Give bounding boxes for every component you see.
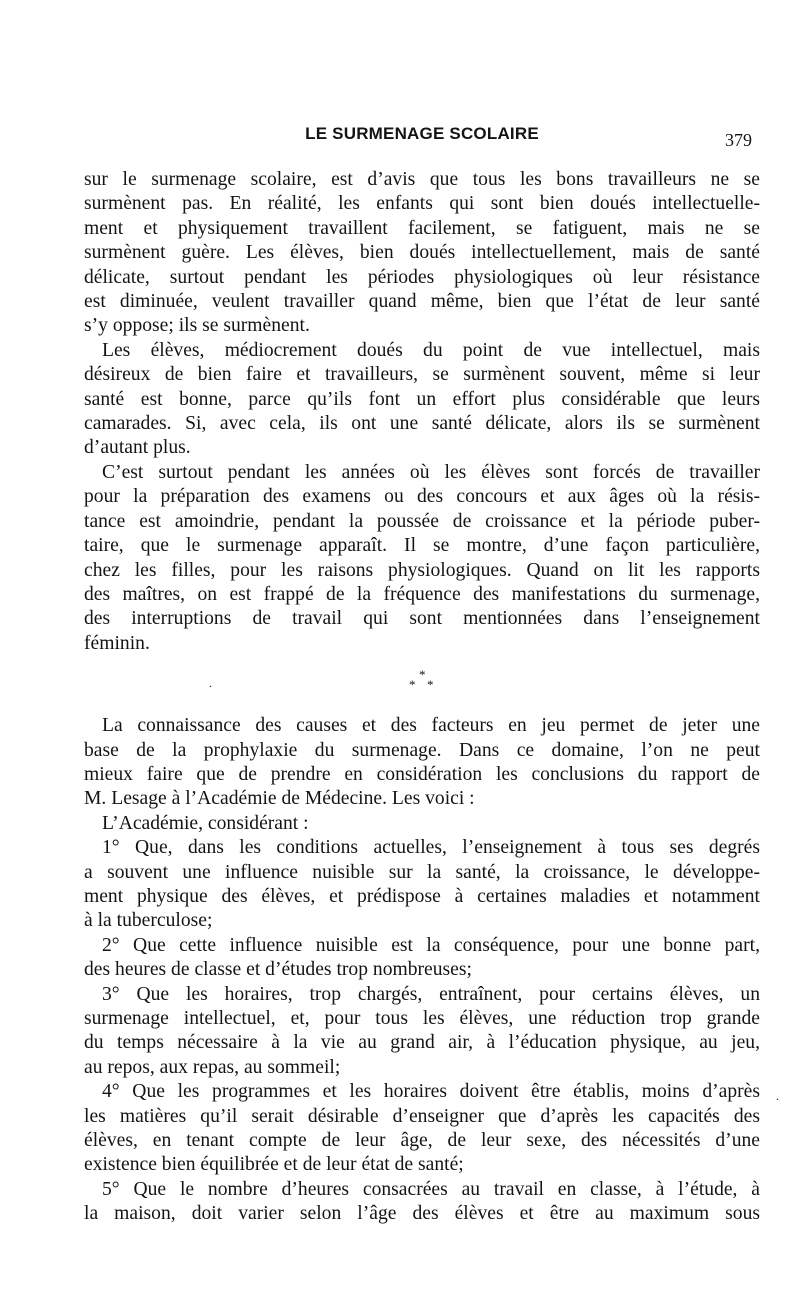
text-line: pour la préparation des examens ou des concours et aux âges où la résis- bbox=[84, 486, 760, 508]
text-line: chez les filles, pour les raisons physiologiques. Quand on lit les rapports bbox=[84, 559, 760, 581]
paragraph-10 bbox=[84, 1178, 760, 1227]
text-line: santé est bonne, parce qu’ils font un effort plus considérable que leurs bbox=[84, 388, 760, 410]
text-line: base de la prophylaxie du surmenage. Dans ce domaine, l’on ne peut bbox=[84, 739, 760, 761]
text-line: 2° Que cette influence nuisible est la conséquence, pour une bonne part, bbox=[102, 934, 760, 956]
stray-dot: . bbox=[209, 676, 212, 690]
text-line: 5° Que le nombre d’heures consacrées au travail en classe, à l’étude, à bbox=[102, 1178, 760, 1200]
text-line: taire, que le surmenage apparaît. Il se montre, d’une façon particulière, bbox=[84, 535, 760, 557]
text-line: 4° Que les programmes et les horaires doivent être établis, moins d’après bbox=[102, 1081, 760, 1103]
running-title: LE SURMENAGE SCOLAIRE bbox=[305, 124, 539, 143]
text-line: est diminuée, veulent travailler quand même, bien que l’état de leur santé bbox=[84, 291, 760, 313]
running-head bbox=[84, 124, 760, 152]
text-line: M. Lesage à l’Académie de Médecine. Les voici : bbox=[84, 788, 475, 810]
section-separator bbox=[84, 656, 760, 714]
text-line: existence bien équilibrée et de leur état de santé; bbox=[84, 1154, 464, 1176]
text-line: L’Académie, considérant : bbox=[102, 812, 309, 834]
body-text bbox=[84, 168, 760, 1227]
paragraph-7 bbox=[84, 934, 760, 983]
paragraph-5 bbox=[84, 812, 760, 836]
separator-star: * bbox=[419, 667, 426, 683]
text-line: les matières qu’il serait désirable d’enseigner que d’après les capacités des bbox=[84, 1105, 760, 1127]
text-line: des maîtres, on est frappé de la fréquence des manifestations du surmenage, bbox=[84, 583, 760, 605]
text-line: 3° Que les horaires, trop chargés, entraînent, pour certains élèves, un bbox=[102, 983, 760, 1005]
text-line: du temps nécessaire à la vie au grand air, à l’éducation physique, au jeu, bbox=[84, 1032, 760, 1054]
text-line: La connaissance des causes et des facteurs en jeu permet de jeter une bbox=[102, 715, 760, 737]
separator-star: * bbox=[427, 677, 434, 693]
text-line: la maison, doit varier selon l’âge des élèves et être au maximum sous bbox=[84, 1203, 760, 1225]
paragraph-1 bbox=[84, 168, 760, 339]
paragraph-8 bbox=[84, 983, 760, 1081]
paragraph-2 bbox=[84, 339, 760, 461]
text-line: surmènent guère. Les élèves, bien doués intellectuellement, mais de santé bbox=[84, 242, 760, 264]
text-line: ment et physiquement travaillent facilement, se fatiguent, mais ne se bbox=[84, 217, 760, 239]
separator-star: * bbox=[409, 677, 416, 693]
text-line: mieux faire que de prendre en considération les conclusions du rapport de bbox=[84, 763, 760, 785]
text-line: a souvent une influence nuisible sur la santé, la croissance, le développe- bbox=[84, 861, 760, 883]
text-line: 1° Que, dans les conditions actuelles, l’enseignement à tous ses degrés bbox=[102, 837, 760, 859]
text-line: des heures de classe et d’études trop nombreuses; bbox=[84, 959, 472, 981]
text-line: Les élèves, médiocrement doués du point de vue intellectuel, mais bbox=[102, 339, 760, 361]
text-line: féminin. bbox=[84, 632, 150, 654]
text-line: des interruptions de travail qui sont mentionnées dans l’enseignement bbox=[84, 608, 760, 630]
text-line: d’autant plus. bbox=[84, 437, 191, 459]
text-line: camarades. Si, avec cela, ils ont une santé délicate, alors ils se surmènent bbox=[84, 413, 760, 435]
text-line: ment physique des élèves, et prédispose à certaines maladies et notamment bbox=[84, 885, 760, 907]
text-line: à la tuberculose; bbox=[84, 910, 213, 932]
text-line: surmènent pas. En réalité, les enfants qui sont bien doués intellectuelle- bbox=[84, 193, 760, 215]
text-line: élèves, en tenant compte de leur âge, de leur sexe, des nécessités d’une bbox=[84, 1130, 760, 1152]
stray-dot: . bbox=[776, 1089, 779, 1103]
text-line: surmenage intellectuel, et, pour tous les élèves, une réduction trop grande bbox=[84, 1008, 760, 1029]
text-line: tance est amoindrie, pendant la poussée de croissance et la période puber- bbox=[84, 510, 760, 532]
text-line: sur le surmenage scolaire, est d’avis que tous les bons travailleurs ne se bbox=[84, 169, 760, 190]
text-line: délicate, surtout pendant les périodes physiologiques où leur résistance bbox=[84, 266, 760, 288]
paragraph-6 bbox=[84, 836, 760, 934]
text-line: au repos, aux repas, au sommeil; bbox=[84, 1056, 341, 1078]
paragraph-9 bbox=[84, 1080, 760, 1178]
paragraph-4 bbox=[84, 714, 760, 812]
text-line: désireux de bien faire et travailleurs, se surmènent souvent, même si leur bbox=[84, 364, 760, 386]
page-number: 379 bbox=[725, 130, 752, 150]
text-line: C’est surtout pendant les années où les élèves sont forcés de travailler bbox=[102, 461, 760, 483]
paragraph-3 bbox=[84, 461, 760, 656]
text-line: s’y oppose; ils se surmènent. bbox=[84, 315, 310, 337]
